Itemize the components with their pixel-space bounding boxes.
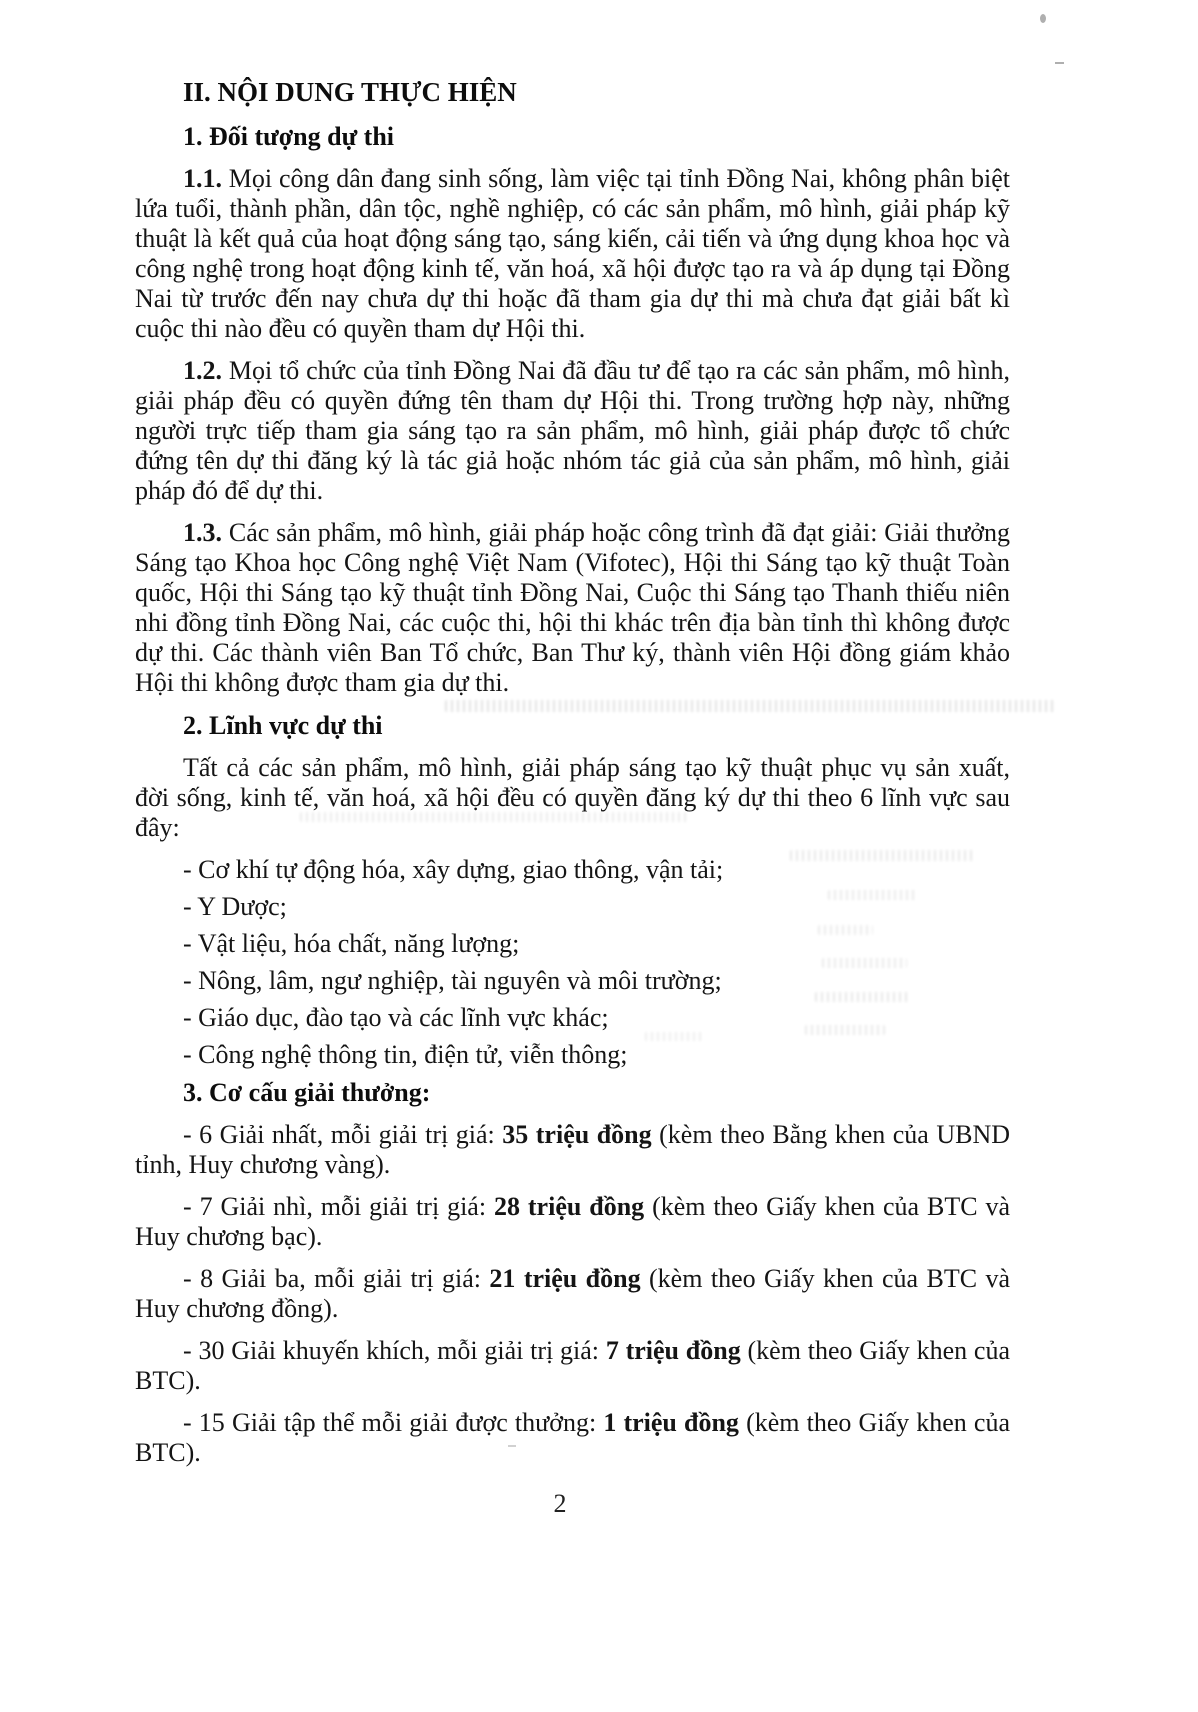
paragraph-1-3-number: 1.3. xyxy=(183,518,222,547)
prize-first-amount: 35 triệu đồng xyxy=(502,1120,652,1149)
prize-first xyxy=(135,1120,1010,1180)
field-item-education: - Giáo dục, đào tạo và các lĩnh vực khác; xyxy=(183,1003,609,1032)
prize-second-post: (kèm theo Giấy khen của BTC và Huy chương bạc). xyxy=(135,1192,1010,1251)
paragraph-1-3-text: Các sản phẩm, mô hình, giải pháp hoặc công trình đã đạt giải: Giải thưởng Sáng tạo Khoa học Công nghệ Việt Nam (Vifotec), Hội thi Sáng tạo kỹ thuật Toàn quốc, Hội thi Sáng tạo kỹ thuật tỉnh Đồng Nai, Cuộc thi Sáng tạo Thanh thiếu niên nhi đồng tỉnh Đồng Nai, các cuộc thi, hội thi khác trên địa bàn tỉnh thì không được dự thi. Các thành viên Ban Tổ chức, Ban Thư ký, thành viên Hội đồng giám khảo Hội thi không được tham gia dự thi. xyxy=(135,518,1010,697)
prize-consolation-amount: 7 triệu đồng xyxy=(605,1336,741,1365)
field-item-materials: - Vật liệu, hóa chất, năng lượng; xyxy=(183,929,520,958)
page-number: 2 xyxy=(553,1489,567,1518)
paragraph-1-1-text: Mọi công dân đang sinh sống, làm việc tại tỉnh Đồng Nai, không phân biệt lứa tuổi, thành phần, dân tộc, nghề nghiệp, có các sản phẩm, mô hình, giải pháp kỹ thuật là kết quả của hoạt động sáng tạo, sáng kiến, cải tiến và ứng dụng khoa học và công nghệ trong hoạt động kinh tế, văn hoá, xã hội được tạo ra và áp dụng tại Đồng Nai từ trước đến nay chưa dự thi hoặc đã tham gia dự thi mà chưa đạt giải bất kì cuộc thi nào đều có quyền tham dự Hội thi. xyxy=(135,164,1010,343)
prize-third xyxy=(135,1264,1010,1324)
section-ii-heading: II. NỘI DUNG THỰC HIỆN xyxy=(183,77,517,107)
paragraph-1-2 xyxy=(135,356,1010,506)
paragraph-1-2-number: 1.2. xyxy=(183,356,222,385)
prize-collective-pre: - 15 Giải tập thể mỗi giải được thưởng: xyxy=(183,1408,604,1437)
prize-second xyxy=(135,1192,1010,1252)
prize-collective-post: (kèm theo Giấy khen của BTC). xyxy=(135,1408,1010,1467)
prize-third-post: (kèm theo Giấy khen của BTC và Huy chương đồng). xyxy=(135,1264,1011,1323)
section-1-heading: 1. Đối tượng dự thi xyxy=(183,122,395,151)
field-item-it: - Công nghệ thông tin, điện tử, viễn thông; xyxy=(183,1040,628,1069)
paragraph-1-2-text: Mọi tổ chức của tỉnh Đồng Nai đã đầu tư để tạo ra các sản phẩm, mô hình, giải pháp đều có quyền đứng tên tham dự Hội thi. Trong trường hợp này, những người trực tiếp tham gia sáng tạo ra sản phẩm, mô hình, giải pháp được tổ chức đứng tên dự thi đăng ký là tác giả hoặc nhóm tác giả của sản phẩm, mô hình, giải pháp đó để dự thi. xyxy=(135,356,1010,505)
prize-second-pre: - 7 Giải nhì, mỗi giải trị giá: xyxy=(183,1192,494,1221)
prize-collective-amount: 1 triệu đồng xyxy=(603,1408,739,1437)
prize-first-pre: - 6 Giải nhất, mỗi giải trị giá: xyxy=(183,1120,503,1149)
prize-first-post: (kèm theo Bằng khen của UBND tỉnh, Huy chương vàng). xyxy=(135,1120,1011,1179)
section-2-heading: 2. Lĩnh vực dự thi xyxy=(183,711,383,740)
prize-consolation-post: (kèm theo Giấy khen của BTC). xyxy=(135,1336,1010,1395)
prize-second-amount: 28 triệu đồng xyxy=(493,1192,645,1221)
field-item-medicine: - Y Dược; xyxy=(183,892,287,921)
prize-third-pre: - 8 Giải ba, mỗi giải trị giá: xyxy=(183,1264,490,1293)
prize-third-amount: 21 triệu đồng xyxy=(489,1264,641,1293)
paragraph-1-1 xyxy=(135,164,1010,344)
prize-consolation xyxy=(135,1336,1010,1396)
paragraph-1-3 xyxy=(135,518,1010,698)
paragraph-1-1-number: 1.1. xyxy=(183,164,222,193)
section-3-heading: 3. Cơ cấu giải thưởng: xyxy=(183,1078,431,1107)
field-item-mechanics: - Cơ khí tự động hóa, xây dựng, giao thông, vận tải; xyxy=(183,855,724,884)
section-2-intro: Tất cả các sản phẩm, mô hình, giải pháp sáng tạo kỹ thuật phục vụ sản xuất, đời sống, kinh tế, văn hoá, xã hội đều có quyền đăng ký dự thi theo 6 lĩnh vực sau đây: xyxy=(135,753,1010,842)
prize-collective xyxy=(135,1408,1010,1468)
field-item-agriculture: - Nông, lâm, ngư nghiệp, tài nguyên và môi trường; xyxy=(183,966,722,995)
prize-consolation-pre: - 30 Giải khuyến khích, mỗi giải trị giá: xyxy=(183,1336,606,1365)
